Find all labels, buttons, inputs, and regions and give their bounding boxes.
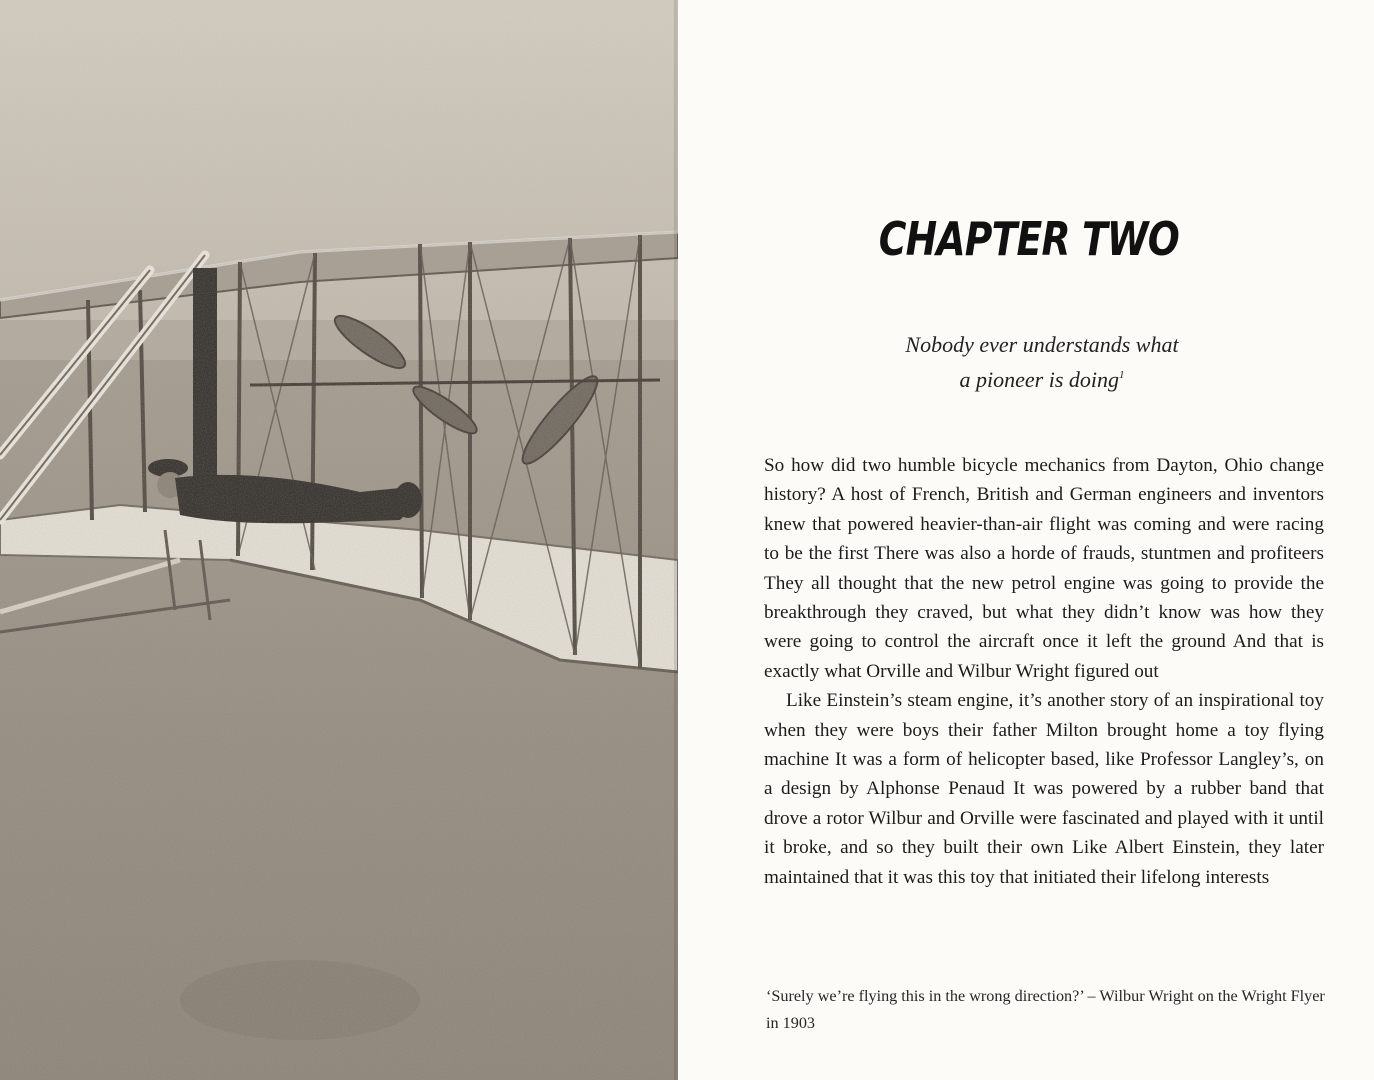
paragraph-2: Like Einstein’s steam engine, it’s another story of an inspirational toy when they were boys their father Milton brought home a toy flying machine It was a form of helicopter based, like Professor Langley’s, on a design by Alphonse Penaud It was powered by a rubber band that drove a rotor Wilbur and Orville were fascinated and played with it until it broke, and so they built their own Like Albert Einstein, they later maintained that it was this toy that initiated their lifelong interests	[764, 690, 1324, 888]
epigraph	[678, 330, 1374, 395]
epigraph-line-2-text: a pioneer is doing	[959, 367, 1119, 392]
photo-illustration	[0, 0, 678, 1080]
chapter-title: CHAPTER TWO	[878, 212, 1179, 266]
text-page	[678, 0, 1374, 1080]
photo-caption: ‘Surely we’re flying this in the wrong direction?’ – Wilbur Wright on the Wright Flyer in 1903	[766, 987, 1325, 1032]
epigraph-line-2	[678, 360, 1374, 395]
footnote-marker: 1	[1119, 369, 1125, 381]
body-text	[764, 451, 1324, 892]
wright-flyer-photo	[0, 0, 678, 1080]
epigraph-line-1: Nobody ever understands what	[905, 332, 1179, 357]
paragraph-1: So how did two humble bicycle mechanics from Dayton, Ohio change history? A host of French, British and German engineers and inventors knew that powered heavier-than-air flight was coming and were racing to be the first There was also a horde of frauds, stuntmen and profiteers They all thought that the new petrol engine was going to provide the breakthrough they craved, but what they didn’t know was how they were going to control the aircraft once it left the ground And that is exactly what Orville and Wilbur Wright figured out	[764, 455, 1324, 682]
